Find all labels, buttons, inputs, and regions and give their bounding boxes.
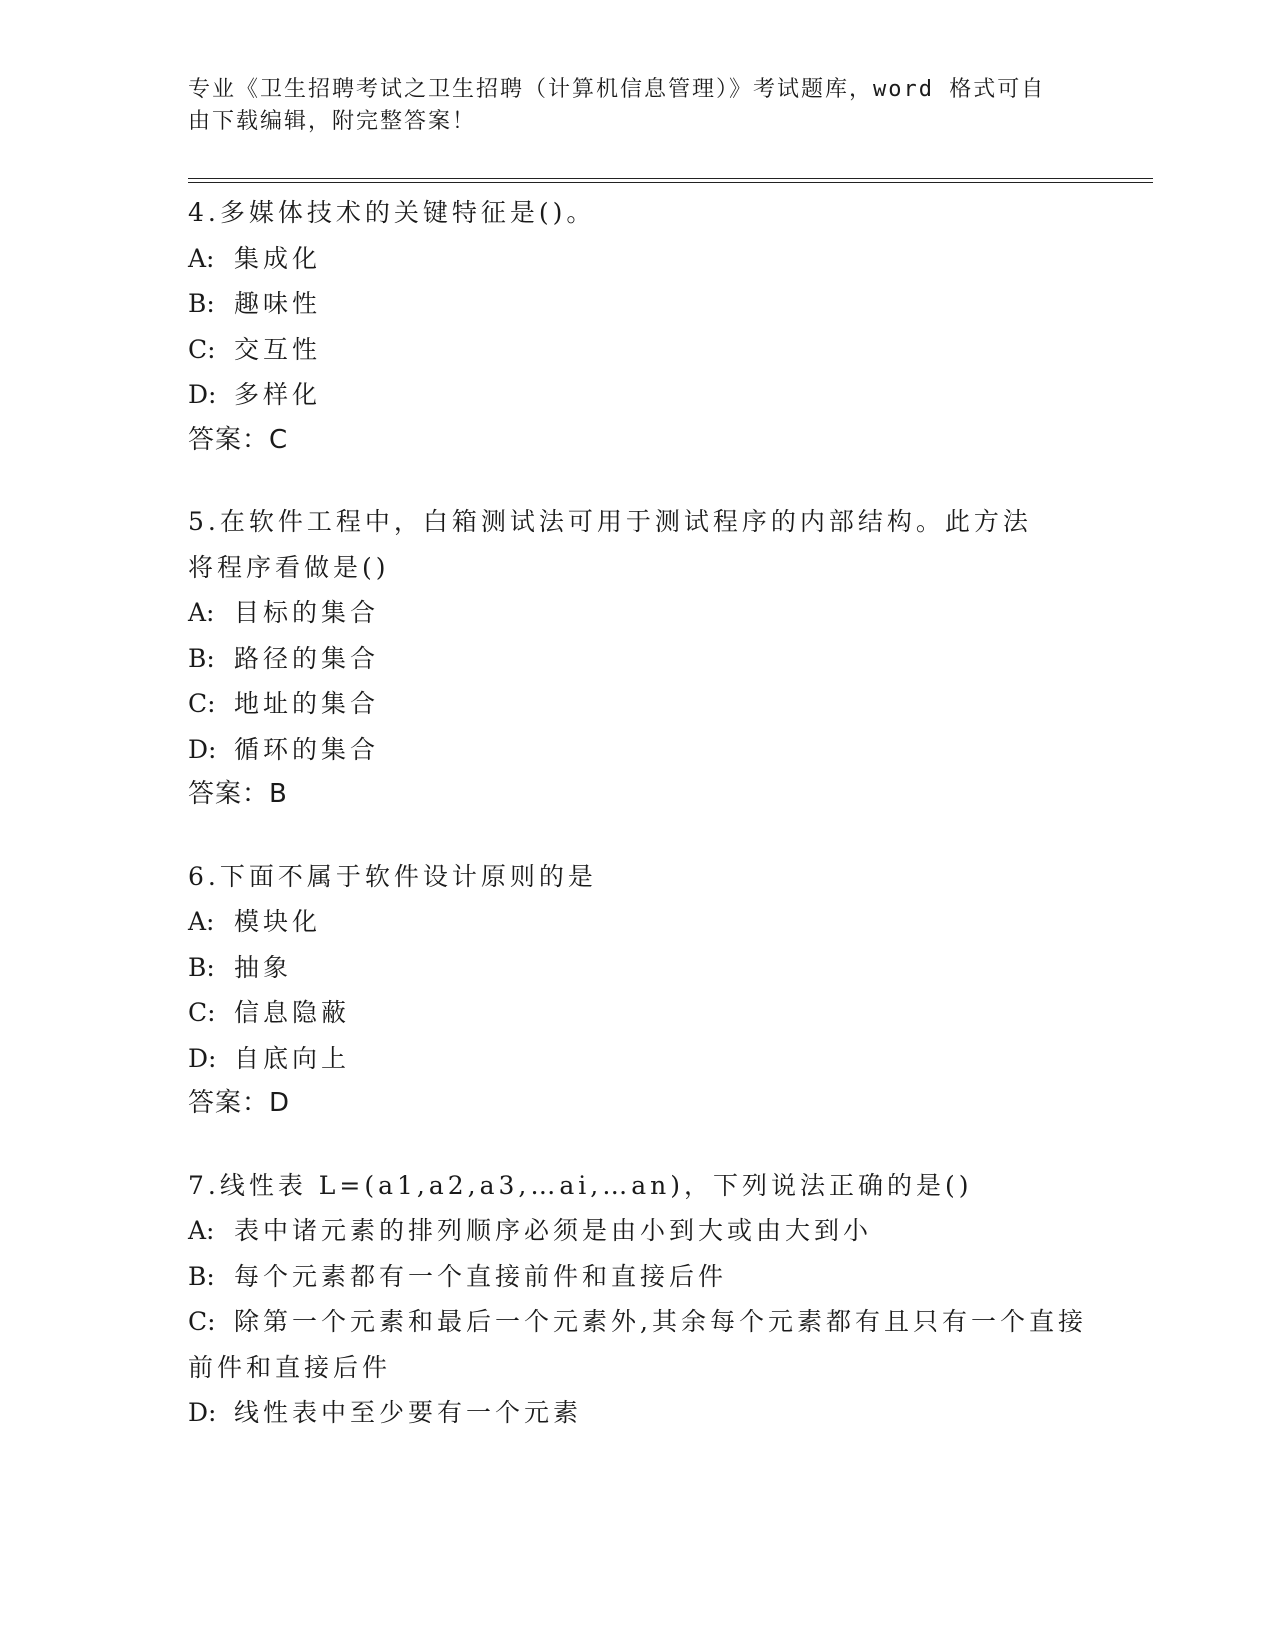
option-b	[188, 281, 1088, 327]
option-text: 循环的集合	[234, 734, 380, 764]
option-text: 自底向上	[234, 1043, 351, 1073]
option-a	[188, 1208, 1088, 1254]
option-text: 地址的集合	[234, 689, 380, 718]
question-4	[188, 190, 1088, 463]
question-list	[188, 190, 1088, 1472]
question-stem: 5.在软件工程中，白箱测试法可用于测试程序的内部结构。此方法将程序看做是()	[188, 507, 1032, 582]
answer-line: 答案：B	[188, 779, 288, 809]
question-stem: 7.线性表 L=(a1,a2,a3,…ai,…an)，下列说法正确的是()	[188, 1170, 973, 1200]
option-letter: C:	[188, 998, 216, 1027]
option-letter: A:	[188, 1216, 215, 1245]
option-text: 多样化	[234, 380, 322, 409]
option-text: 路径的集合	[234, 643, 380, 673]
option-a	[188, 899, 1088, 945]
option-letter: A:	[188, 598, 215, 627]
option-c	[188, 990, 1088, 1036]
option-letter: C:	[188, 334, 216, 364]
option-c	[188, 1299, 1088, 1390]
option-d	[188, 1390, 1088, 1436]
question-5	[188, 499, 1088, 818]
option-text: 每个元素都有一个直接前件和直接后件	[234, 1261, 728, 1291]
header-line-1: 专业《卫生招聘考试之卫生招聘（计算机信息管理）》考试题库，word 格式可自	[188, 77, 1046, 102]
option-b	[188, 636, 1088, 682]
option-letter: C:	[188, 689, 216, 718]
header-divider	[188, 178, 1153, 183]
option-a	[188, 590, 1088, 636]
option-letter: B:	[188, 289, 215, 318]
option-text: 抽象	[234, 952, 293, 982]
header-line-2: 由下载编辑，附完整答案！	[188, 109, 477, 134]
question-stem: 4.多媒体技术的关键特征是()。	[188, 198, 596, 227]
question-6	[188, 854, 1088, 1127]
option-letter: C:	[188, 1307, 216, 1336]
option-text: 集成化	[234, 243, 322, 273]
option-text: 交互性	[234, 334, 322, 364]
answer-line: 答案：D	[188, 1088, 291, 1118]
option-c	[188, 327, 1088, 373]
option-text: 线性表中至少要有一个元素	[234, 1398, 583, 1427]
document-header	[188, 74, 1068, 138]
option-letter: B:	[188, 952, 215, 982]
option-letter: A:	[188, 243, 215, 273]
option-letter: D:	[188, 1398, 217, 1427]
answer-line: 答案：C	[188, 424, 289, 455]
question-7	[188, 1163, 1088, 1436]
option-b	[188, 945, 1088, 991]
option-d	[188, 1036, 1088, 1082]
option-letter: A:	[188, 907, 215, 936]
option-c	[188, 681, 1088, 727]
option-letter: D:	[188, 1043, 217, 1073]
question-stem: 6.下面不属于软件设计原则的是	[188, 861, 597, 891]
option-text: 表中诸元素的排列顺序必须是由小到大或由大到小	[234, 1216, 873, 1245]
option-text: 模块化	[234, 907, 322, 936]
option-b	[188, 1254, 1088, 1300]
option-d	[188, 372, 1088, 418]
option-d	[188, 727, 1088, 773]
option-letter: D:	[188, 380, 217, 409]
option-text: 目标的集合	[234, 598, 380, 627]
option-text: 趣味性	[234, 289, 322, 318]
option-letter: B:	[188, 1261, 215, 1291]
option-text: 信息隐蔽	[234, 998, 351, 1027]
option-letter: B:	[188, 643, 215, 673]
option-a	[188, 236, 1088, 282]
option-letter: D:	[188, 734, 217, 764]
option-text: 除第一个元素和最后一个元素外,其余每个元素都有且只有一个直接前件和直接后件	[188, 1307, 1087, 1382]
